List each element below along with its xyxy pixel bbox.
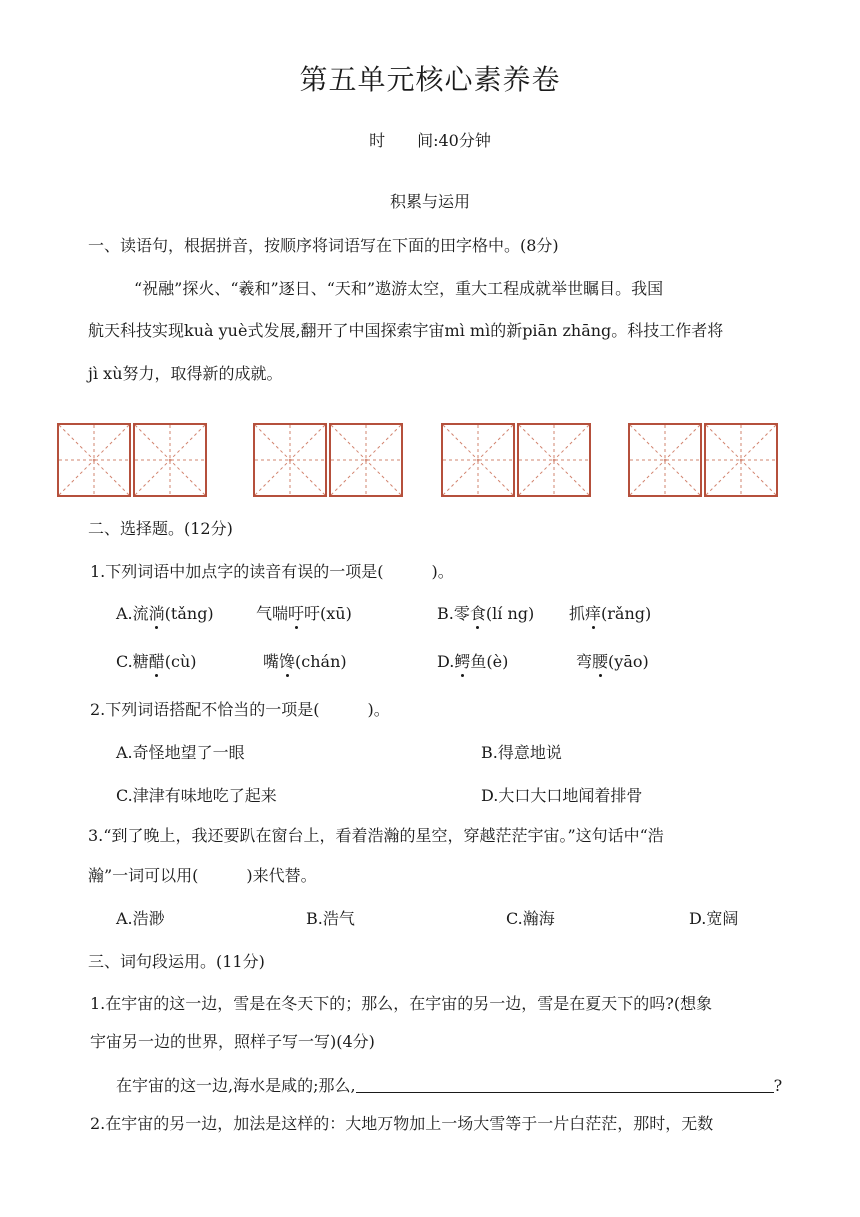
q2-item1-option-d2: 弯腰(yāo)	[576, 652, 649, 671]
section-label: 积累与运用	[389, 192, 470, 211]
q3-item1-prompt: 在宇宙的这一边,海水是咸的;那么,	[116, 1076, 356, 1095]
q3-item1-line-2: 宇宙另一边的世界，照样子写一写)(4分)	[90, 1032, 375, 1051]
q2-item3-option-c: C.瀚海	[506, 909, 555, 928]
q1-passage-line-3: jì xù努力，取得新的成就。	[88, 364, 283, 383]
q2-heading: 二、选择题。(12分)	[88, 519, 233, 538]
q2-item1-option-c1: C.糖醋(cù)	[116, 652, 197, 671]
tianzige-cell[interactable]	[517, 423, 591, 497]
tianzige-cell[interactable]	[441, 423, 515, 497]
q2-item1-option-a2: 气喘吁吁(xū)	[256, 604, 352, 623]
q2-item2-stem: 2.下列词语搭配不恰当的一项是( )。	[90, 700, 390, 719]
page-title: 第五单元核心素养卷	[299, 63, 561, 96]
q2-item3-option-b: B.浩气	[306, 909, 355, 928]
q2-item1-stem: 1.下列词语中加点字的读音有误的一项是( )。	[90, 562, 454, 581]
q1-passage-line-1: “祝融”探火、“羲和”逐日、“天和”遨游太空，重大工程成就举世瞩目。我国	[134, 279, 664, 298]
q2-item2-option-c: C.津津有味地吃了起来	[116, 786, 277, 805]
q3-item1-end: ?	[773, 1076, 783, 1095]
tianzige-cell[interactable]	[628, 423, 702, 497]
q2-item2-option-d: D.大口大口地闻着排骨	[481, 786, 643, 805]
q2-item1-option-c2: 嘴馋(chán)	[263, 652, 347, 671]
tianzige-cell[interactable]	[133, 423, 207, 497]
q2-item3-option-d: D.宽阔	[689, 909, 739, 928]
q3-heading: 三、词句段运用。(11分)	[88, 952, 265, 971]
q2-item1-option-b2: 抓痒(rǎng)	[569, 604, 652, 623]
q1-passage-line-2: 航天科技实现kuà yuè式发展,翻开了中国探索宇宙mì mì的新piān zhāng。科技工作者将	[88, 321, 724, 340]
q3-item1-line-1: 1.在宇宙的这一边，雪是在冬天下的；那么，在宇宙的另一边，雪是在夏天下的吗?(想象	[90, 994, 713, 1013]
q2-item3-stem-line-1: 3.“到了晚上，我还要趴在窗台上，看着浩瀚的星空，穿越茫茫宇宙。”这句话中“浩	[88, 826, 664, 845]
tianzige-cell[interactable]	[253, 423, 327, 497]
q2-item1-option-a1: A.流淌(tǎng)	[116, 604, 214, 623]
q3-item1-answer-row	[116, 1073, 782, 1096]
q2-item2-option-b: B.得意地说	[481, 743, 562, 762]
q2-item2-option-a: A.奇怪地望了一眼	[116, 743, 245, 762]
tianzige-cell[interactable]	[57, 423, 131, 497]
answer-blank[interactable]	[356, 1076, 774, 1093]
tianzige-cell[interactable]	[329, 423, 403, 497]
q2-item1-option-d1: D.鳄鱼(è)	[437, 652, 509, 671]
q2-item3-option-a: A.浩渺	[116, 909, 165, 928]
exam-time: 时 间:40分钟	[369, 131, 491, 150]
q2-item3-stem-line-2: 瀚”一词可以用( )来代替。	[88, 866, 317, 885]
tianzige-cell[interactable]	[704, 423, 778, 497]
q3-item2-line-1: 2.在宇宙的另一边，加法是这样的：大地万物加上一场大雪等于一片白茫茫，那时，无数	[90, 1114, 714, 1133]
q2-item1-option-b1: B.零食(lí ng)	[437, 604, 535, 623]
q1-heading: 一、读语句，根据拼音，按顺序将词语写在下面的田字格中。(8分)	[88, 236, 559, 255]
